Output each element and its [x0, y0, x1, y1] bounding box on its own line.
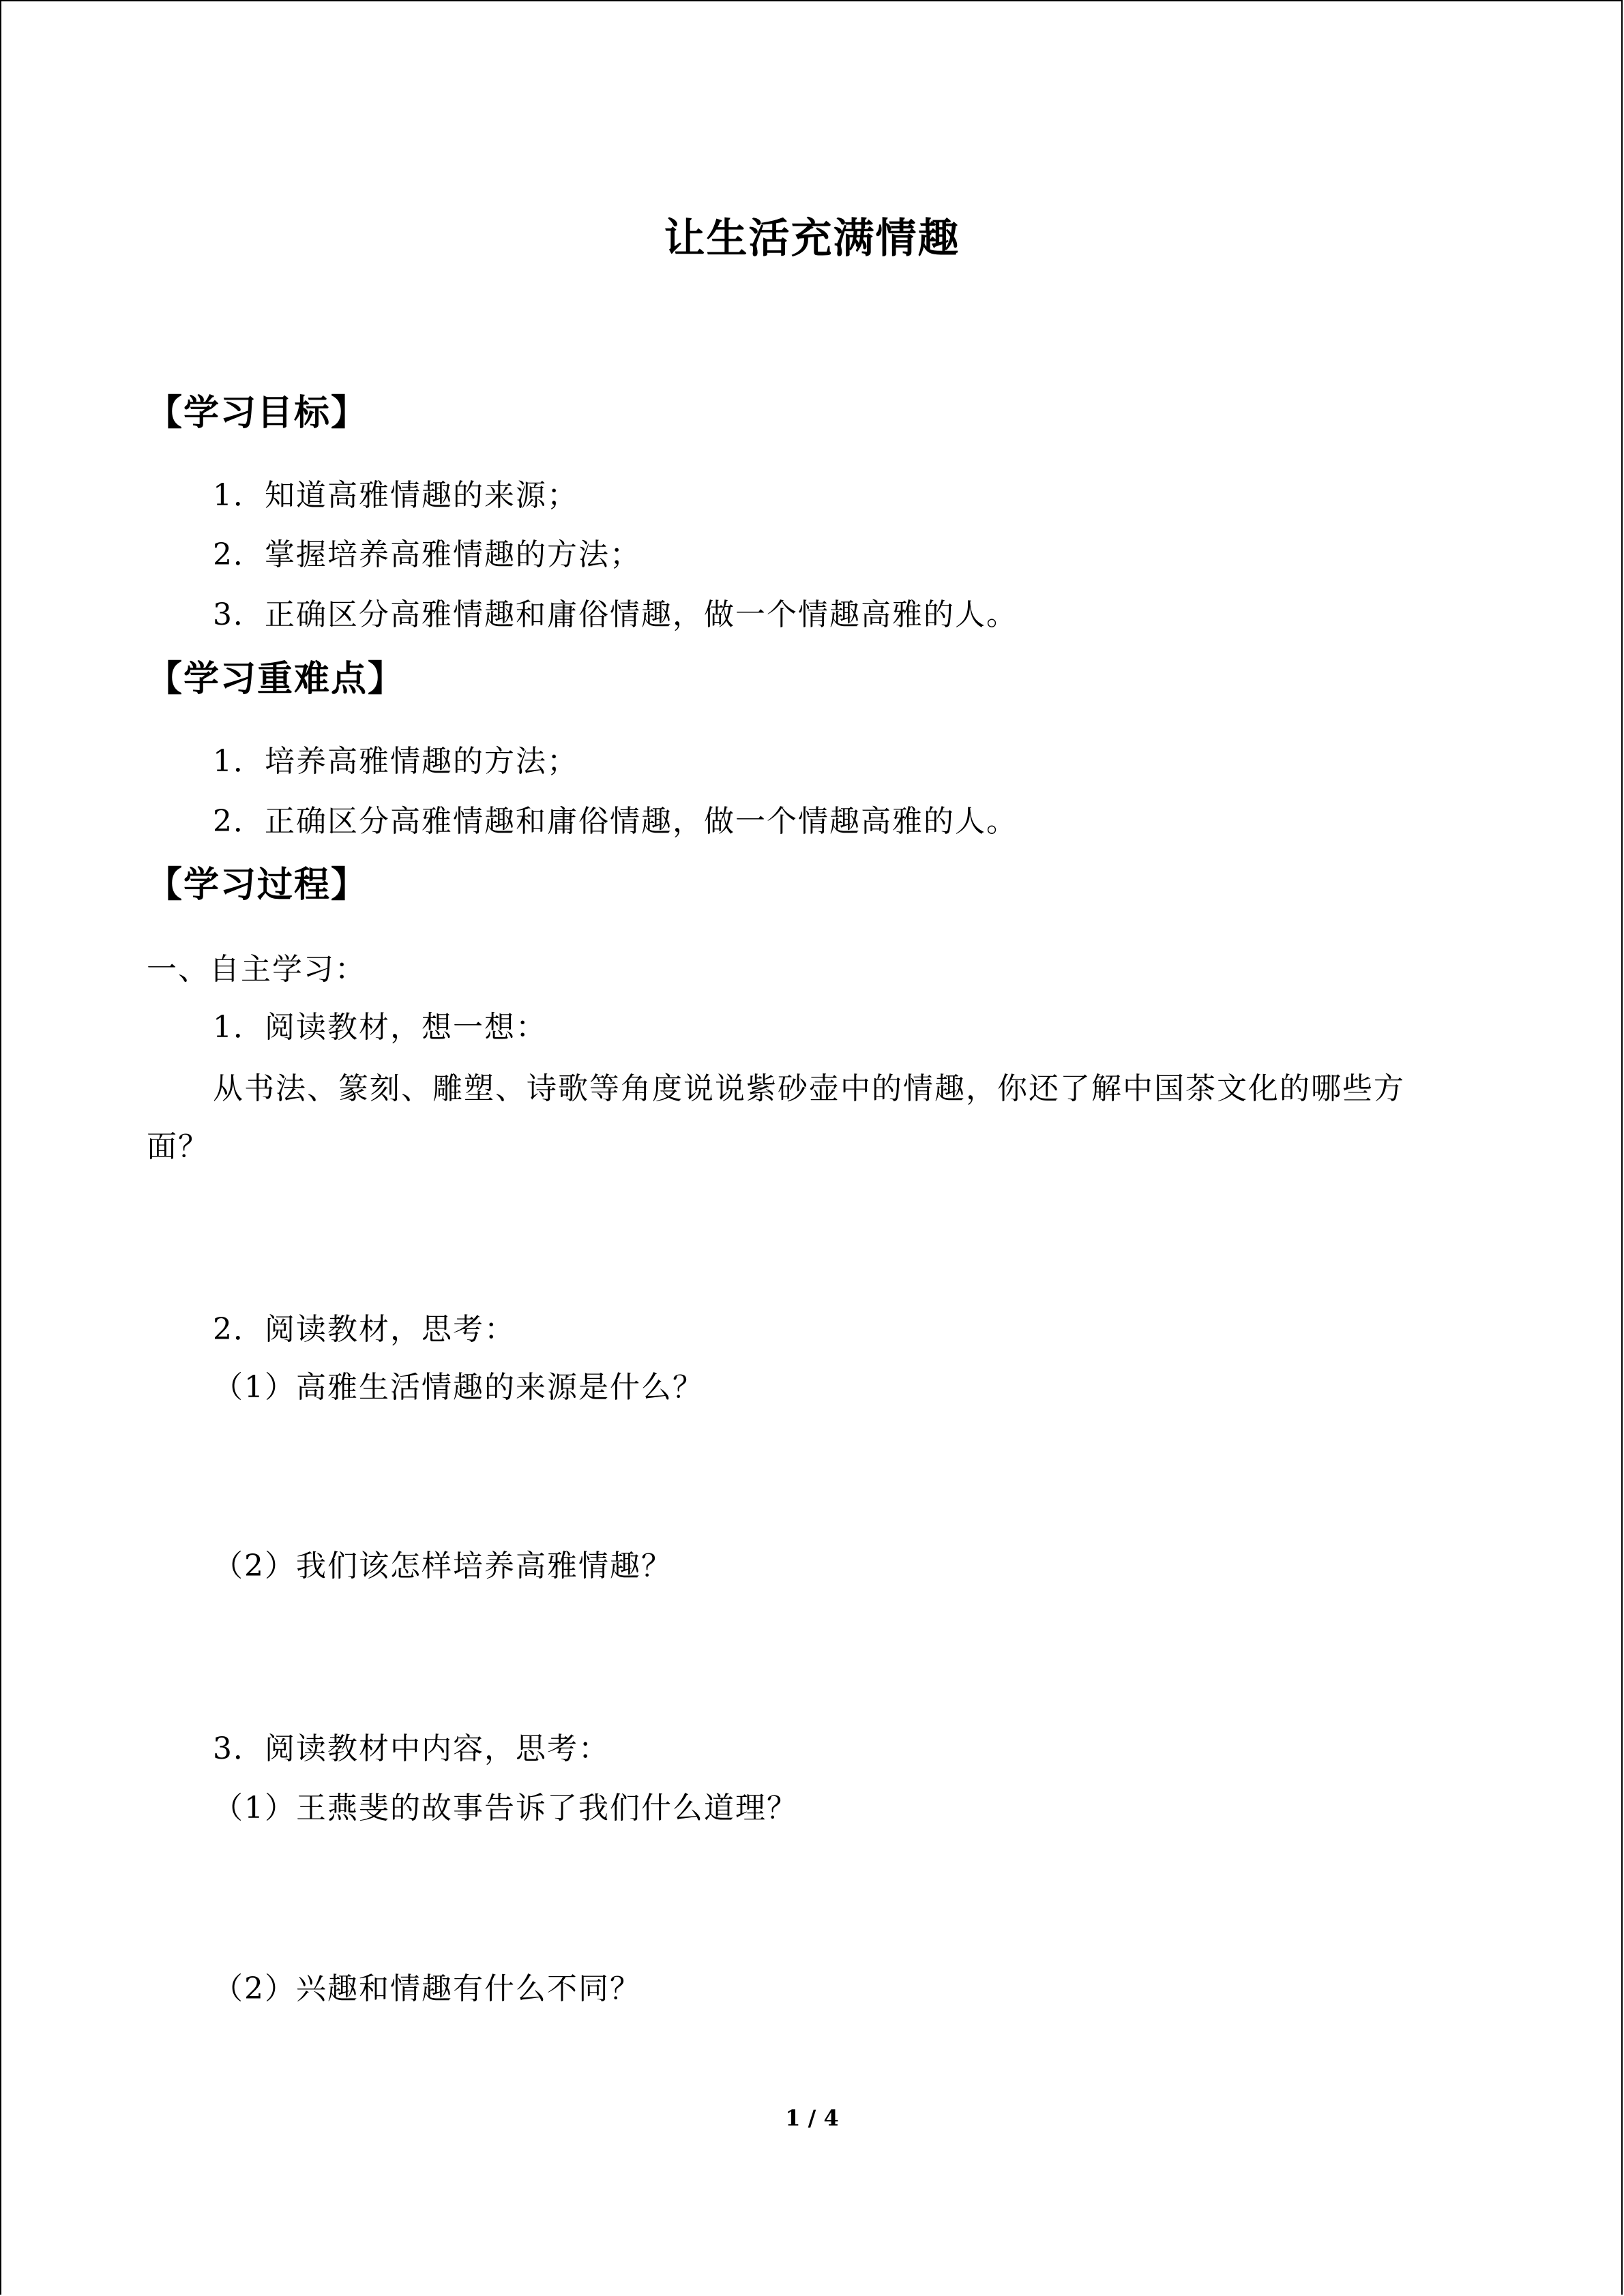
objective-item-2: 2．掌握培养高雅情趣的方法；: [213, 537, 641, 572]
part1-heading: 一、自主学习：: [147, 952, 366, 987]
question-1-intro: 1．阅读教材，想一想：: [213, 1010, 547, 1045]
section-heading-objectives: 【学习目标】: [147, 392, 368, 434]
key-point-item-1: 1．培养高雅情趣的方法；: [213, 744, 578, 779]
section-heading-key-points: 【学习重难点】: [147, 658, 405, 700]
section-heading-process: 【学习过程】: [147, 864, 368, 906]
question-1-text: 从书法、篆刻、雕塑、诗歌等角度说说紫砂壶中的情趣，你还了解中国茶文化的哪些方: [213, 1071, 1405, 1106]
document-title: 让生活充满情趣: [664, 215, 960, 263]
question-3-sub-2: （2）兴趣和情趣有什么不同？: [213, 1971, 641, 2006]
question-3-intro: 3．阅读教材中内容，思考：: [213, 1731, 610, 1766]
question-2-sub-1: （1）高雅生活情趣的来源是什么？: [213, 1370, 704, 1405]
page-number: 1 / 4: [785, 2105, 839, 2131]
question-1-text-continued: 面？: [147, 1129, 209, 1164]
question-2-sub-2: （2）我们该怎样培养高雅情趣？: [213, 1549, 673, 1583]
question-3-sub-1: （1）王燕斐的故事告诉了我们什么道理？: [213, 1791, 798, 1825]
question-2-intro: 2．阅读教材，思考：: [213, 1312, 516, 1347]
objective-item-1: 1．知道高雅情趣的来源；: [213, 478, 578, 513]
objective-item-3: 3．正确区分高雅情趣和庸俗情趣，做一个情趣高雅的人。: [213, 597, 1018, 632]
key-point-item-2: 2．正确区分高雅情趣和庸俗情趣，做一个情趣高雅的人。: [213, 804, 1018, 839]
